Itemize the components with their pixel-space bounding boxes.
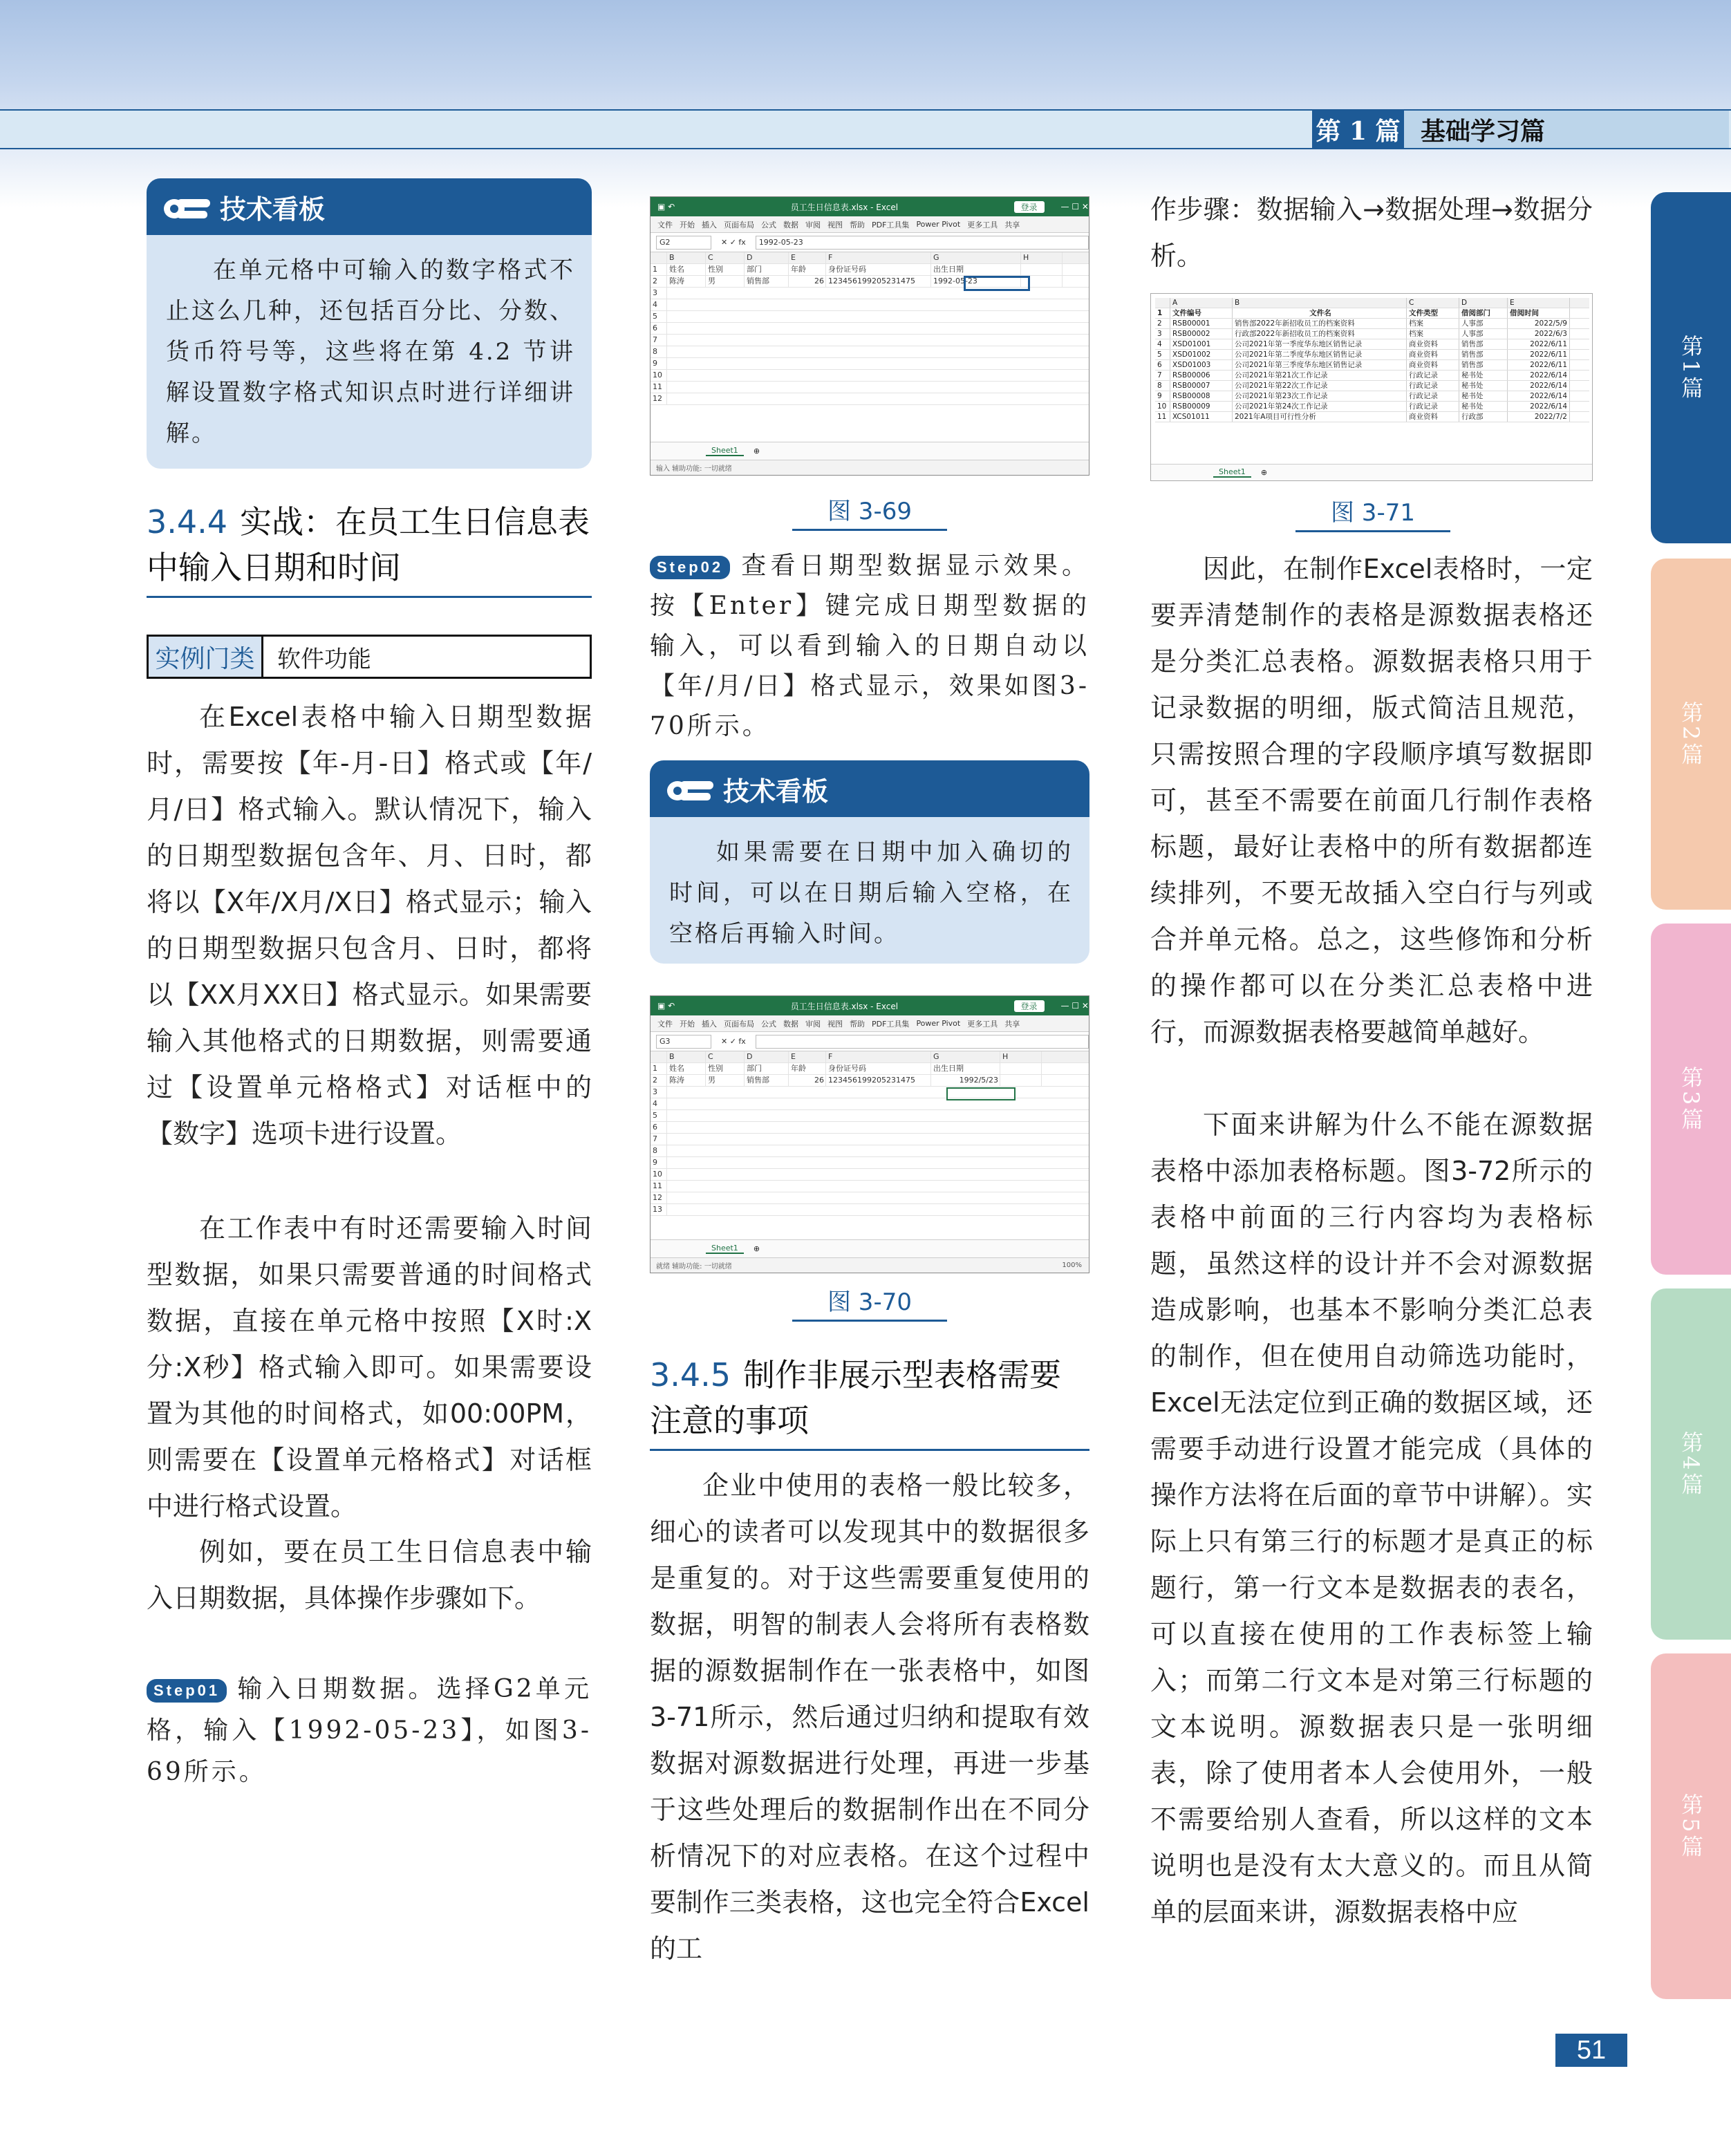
side-tab-5[interactable]: 第5篇 <box>1651 1653 1731 1999</box>
figure-3-69 <box>650 196 1089 476</box>
add-sheet-icon[interactable]: ⊕ <box>1260 468 1268 477</box>
part-title: 基础学习篇 <box>1404 111 1729 148</box>
tech-tip-box-2 <box>650 760 1089 964</box>
sheet-grid: B C D E F G H 1 姓名 性别 部门 年龄 身份证号码 出生日期 2 陈涛 男 销售部 26 123456199205231475 1992-05-23 3 4 5 6 7 8 9 10 11 12 <box>651 252 1089 405</box>
right-paragraph-1: 因此，在制作Excel表格时，一定要弄清楚制作的表格是源数据表格还是分类汇总表格。源数据表格只用于记录数据的明细，版式简洁且规范，只需按照合理的字段顺序填写数据即可，甚至不需要在前面几行制作表格标题，最好让表格中的所有数据都连续排列，不要无故插入空白行与列或合并单元格。总之，这些修饰和分析的操作都可以在分类汇总表格中进行，而源数据表格要越简单越好。 <box>1150 554 1593 1047</box>
save-icon[interactable]: ▣ ↶ <box>657 202 675 212</box>
excel-ribbon-menu: 文件 开始 插入 页面布局 公式 数据 审阅 视图 帮助 PDF工具集 Power Pivot 更多工具 共享 <box>651 216 1089 233</box>
section-heading-345: 3.4.5 制作非展示型表格需要注意的事项 <box>650 1352 1089 1451</box>
tech-tip-box-1 <box>147 178 592 469</box>
caption-3-69: 图 3-69 <box>792 492 947 531</box>
left-paragraph-2: 在工作表中有时还需要输入时间型数据，如果只需要普通的时间格式数据，直接在单元格中按照【X时:X分:X秒】格式输入即可。如果需要设置为其他的时间格式，如00:00PM，则需要在【设置单元格格式】对话框中进行格式设置。 <box>147 1213 592 1521</box>
formula-bar <box>651 233 1089 252</box>
sheet-tabs: Sheet1 ⊕ <box>651 1239 1089 1257</box>
tip-icon <box>160 189 214 224</box>
side-tab-1[interactable]: 第1篇 <box>1651 192 1731 543</box>
source-data-table: A B C D E 1 文件编号 文件名 文件类型 借阅部门 借阅时间 2 RSB00001 销售部2022年新招收员工的档案资料 档案 人事部 2022/5/9 3 RSB00002 行政部2022年新招收员工的档案资料 档案 人事部 2022/6/3 4 XSD01001 公司2021年第一季度华东地区销售记录 商业资料 销售部 2022/6/11 5 XSD01002 公司2021年第二季度华东地区销售记录 商业资料 销售部 2022/6/11 6 XSD01003 公司2021年第三季度华东地区销售记录 商业资料 销售部 2022/6/11 7 RSB00006 公司2021年第21次工作记录 行政记录 秘书处 2022/6/14 8 RSB00007 公司2021年第22次工作记录 行政记录 秘书处 2022/6/14 9 RSB00008 公司2021年第23次工作记录 行政记录 秘书处 2022/6/14 10 RSB00009 公司2021年第24次工作记录 行政记录 秘书处 2022/6/14 11 XCS01011 2021年A项目可行性分析 商业资料 行政部 2022/7/2 <box>1155 298 1589 422</box>
tip-text: 在单元格中可输入的数字格式不止这么几种，还包括百分比、分数、货币符号等，这些将在第 4.2 节讲解设置数字格式知识点时进行详细讲解。 <box>166 256 575 447</box>
step-01: Step01 输入日期数据。选择G2单元格，输入【1992-05-23】，如图3-69所示。 <box>147 1675 592 1786</box>
step-02: Step02 查看日期型数据显示效果。按【Enter】键完成日期型数据的输入，可以看到输入的日期自动以【年/月/日】格式显示，效果如图3-70所示。 <box>650 552 1089 740</box>
fx-icon: ✕ ✓ fx <box>721 238 746 247</box>
tip-text: 如果需要在日期中加入确切的时间，可以在日期后输入空格，在空格后再输入时间。 <box>669 838 1073 948</box>
sheet-grid: B C D E F G H 1 姓名 性别 部门 年龄 身份证号码 出生日期 2 陈涛 男 销售部 26 123456199205231475 1992/5/23 3 4 5 6 7 8 9 10 11 12 13 <box>651 1051 1089 1216</box>
figure-3-70 <box>650 995 1089 1273</box>
header-background <box>0 0 1731 207</box>
excel-titlebar: ▣ ↶ 员工生日信息表.xlsx - Excel 登录 — ☐ ✕ <box>651 197 1089 216</box>
formula-input[interactable] <box>756 1035 1089 1049</box>
side-tab-2[interactable]: 第2篇 <box>1651 559 1731 910</box>
part-label: 第 1 篇 <box>1312 111 1404 148</box>
side-tab-4[interactable]: 第4篇 <box>1651 1288 1731 1640</box>
formula-bar <box>651 1032 1089 1051</box>
save-icon[interactable]: ▣ ↶ <box>657 1001 675 1011</box>
formula-input[interactable]: 1992-05-23 <box>756 236 1089 250</box>
left-paragraph-3: 例如，要在员工生日信息表中输入日期数据，具体操作步骤如下。 <box>147 1537 592 1613</box>
sheet-tabs: Sheet1 ⊕ <box>651 442 1089 460</box>
name-box[interactable]: G3 <box>656 1035 711 1049</box>
status-bar: 输入 辅助功能: 一切就绪 <box>651 460 1089 475</box>
name-box[interactable]: G2 <box>656 236 711 250</box>
right-paragraph-2: 下面来讲解为什么不能在源数据表格中添加表格标题。图3-72所示的表格中前面的三行内容均为表格标题，虽然这样的设计并不会对源数据造成影响，也基本不影响分类汇总表的制作，但在使用自动筛选功能时，Excel无法定位到正确的数据区域，还需要手动进行设置才能完成（具体的操作方法将在后面的章节中讲解）。实际上只有第三行的标题才是真正的标题行，第一行文本是数据表的表名，可以直接在使用的工作表标签上输入；而第二行文本是对第三行标题的文本说明。源数据表只是一张明细表，除了使用者本人会使用外，一般不需要给别人查看，所以这样的文本说明也是没有太大意义的。而且从简单的层面来讲，源数据表格中应 <box>1150 1109 1593 1927</box>
window-controls-icon[interactable]: — ☐ ✕ <box>1060 202 1089 212</box>
side-tab-3[interactable]: 第3篇 <box>1651 924 1731 1275</box>
tip-header: 技术看板 <box>147 178 592 235</box>
left-paragraph-1: 在Excel表格中输入日期型数据时，需要按【年-月-日】格式或【年/月/日】格式输入。默认情况下，输入的日期型数据包含年、月、日时，都将以【X年/X月/X日】格式显示；输入的日期型数据只包含月、日时，都将以【XX月XX日】格式显示。如果需要输入其他格式的日期数据，则需要通过【设置单元格格式】对话框中的【数字】选项卡进行设置。 <box>147 702 592 1149</box>
status-bar: 就绪 辅助功能: 一切就绪 100% <box>651 1257 1089 1273</box>
right-paragraph-top: 作步骤：数据输入→数据处理→数据分析。 <box>1150 194 1593 271</box>
add-sheet-icon[interactable]: ⊕ <box>753 447 760 456</box>
section-heading-344: 3.4.4 实战：在员工生日信息表中输入日期和时间 <box>147 499 592 598</box>
tip-icon <box>664 771 718 806</box>
selected-cell-highlight <box>964 276 1030 291</box>
caption-3-70: 图 3-70 <box>792 1283 947 1322</box>
caption-3-71: 图 3-71 <box>1295 494 1450 532</box>
page-number: 51 <box>1555 2034 1627 2067</box>
add-sheet-icon[interactable]: ⊕ <box>753 1244 760 1253</box>
excel-titlebar: ▣ ↶ 员工生日信息表.xlsx - Excel 登录 — ☐ ✕ <box>651 996 1089 1015</box>
step-badge: Step02 <box>650 556 730 579</box>
figure-3-71 <box>1150 293 1593 481</box>
excel-ribbon-menu: 文件 开始 插入 页面布局 公式 数据 审阅 视图 帮助 PDF工具集 Power Pivot 更多工具 共享 <box>651 1015 1089 1032</box>
step-badge: Step01 <box>147 1679 227 1703</box>
selected-cell-highlight <box>946 1087 1016 1100</box>
fx-icon: ✕ ✓ fx <box>721 1037 746 1046</box>
sheet-tabs: Sheet1 ⊕ <box>1151 464 1592 480</box>
middle-paragraph: 企业中使用的表格一般比较多，细心的读者可以发现其中的数据很多是重复的。对于这些需要重复使用的数据，明智的制表人会将所有表格数据的源数据制作在一张表格中，如图3-71所示，然后通过归纳和提取有效数据对源数据进行处理，再进一步基于这些处理后的数据制作出在不同分析情况下的对应表格。在这个过程中要制作三类表格，这也完全符合Excel的工 <box>650 1470 1089 1964</box>
tip-header: 技术看板 <box>650 760 1089 817</box>
window-controls-icon[interactable]: — ☐ ✕ <box>1060 1001 1089 1011</box>
example-type: 实例门类 软件功能 <box>147 635 592 679</box>
